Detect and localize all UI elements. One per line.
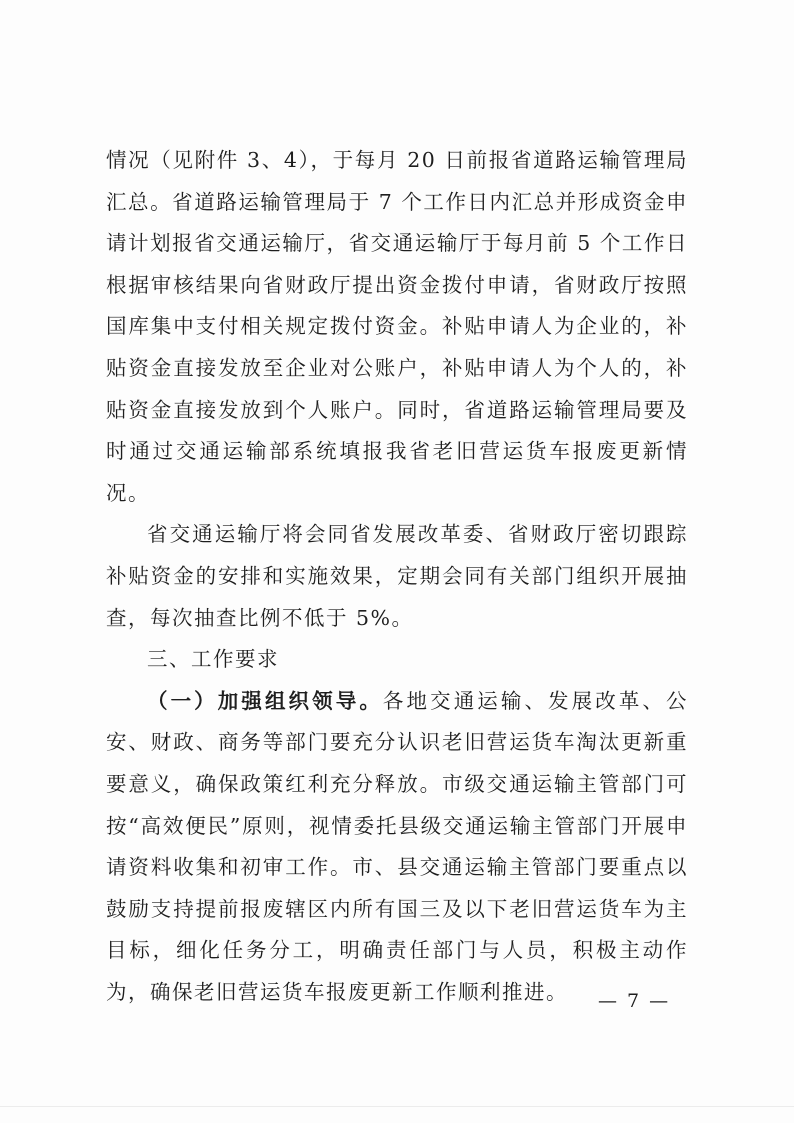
item-lead-title: （一）加强组织领导。 bbox=[147, 688, 383, 713]
section-heading: 三、工作要求 bbox=[147, 647, 279, 672]
body-paragraph-continued: 情况（见附件 3、4），于每月 20 日前报省道路运输管理局汇总。省道路运输管理局于 7 个工作日内汇总并形成资金申请计划报省交通运输厅，省交通运输厅于每月前 5 个工作日根据审核结果向省财政厅提出资金拨付申请，省财政厅按照国库集中支付相关规定拨付资金。补贴申请人为企业的，补贴资金直接发放至企业对公账户，补贴申请人为个人的，补贴资金直接发放到个人账户。同时，省道路运输管理局要及时通过交通运输部系统填报我省老旧营运货车报废更新情况。 bbox=[106, 148, 688, 505]
item-organization-leadership bbox=[106, 681, 688, 1014]
body-paragraph-inspection: 省交通运输厅将会同省发展改革委、省财政厅密切跟踪补贴资金的安排和实施效果，定期会同有关部门组织开展抽查，每次抽查比例不低于 5%。 bbox=[106, 522, 688, 630]
page-number: — 7 — bbox=[598, 990, 671, 1012]
document-body bbox=[106, 140, 688, 1013]
item-body-text: 各地交通运输、发展改革、公安、财政、商务等部门要充分认识老旧营运货车淘汰更新重要意义，确保政策红利充分释放。市级交通运输主管部门可按“高效便民”原则，视情委托县级交通运输主管部门开展申请资料收集和初审工作。市、县交通运输主管部门要重点以鼓励支持提前报废辖区内所有国三及以下老旧营运货车为主目标，细化任务分工，明确责任部门与人员，积极主动作为，确保老旧营运货车报废更新工作顺利推进。 bbox=[106, 688, 689, 1004]
page-bottom-edge bbox=[0, 1106, 794, 1107]
